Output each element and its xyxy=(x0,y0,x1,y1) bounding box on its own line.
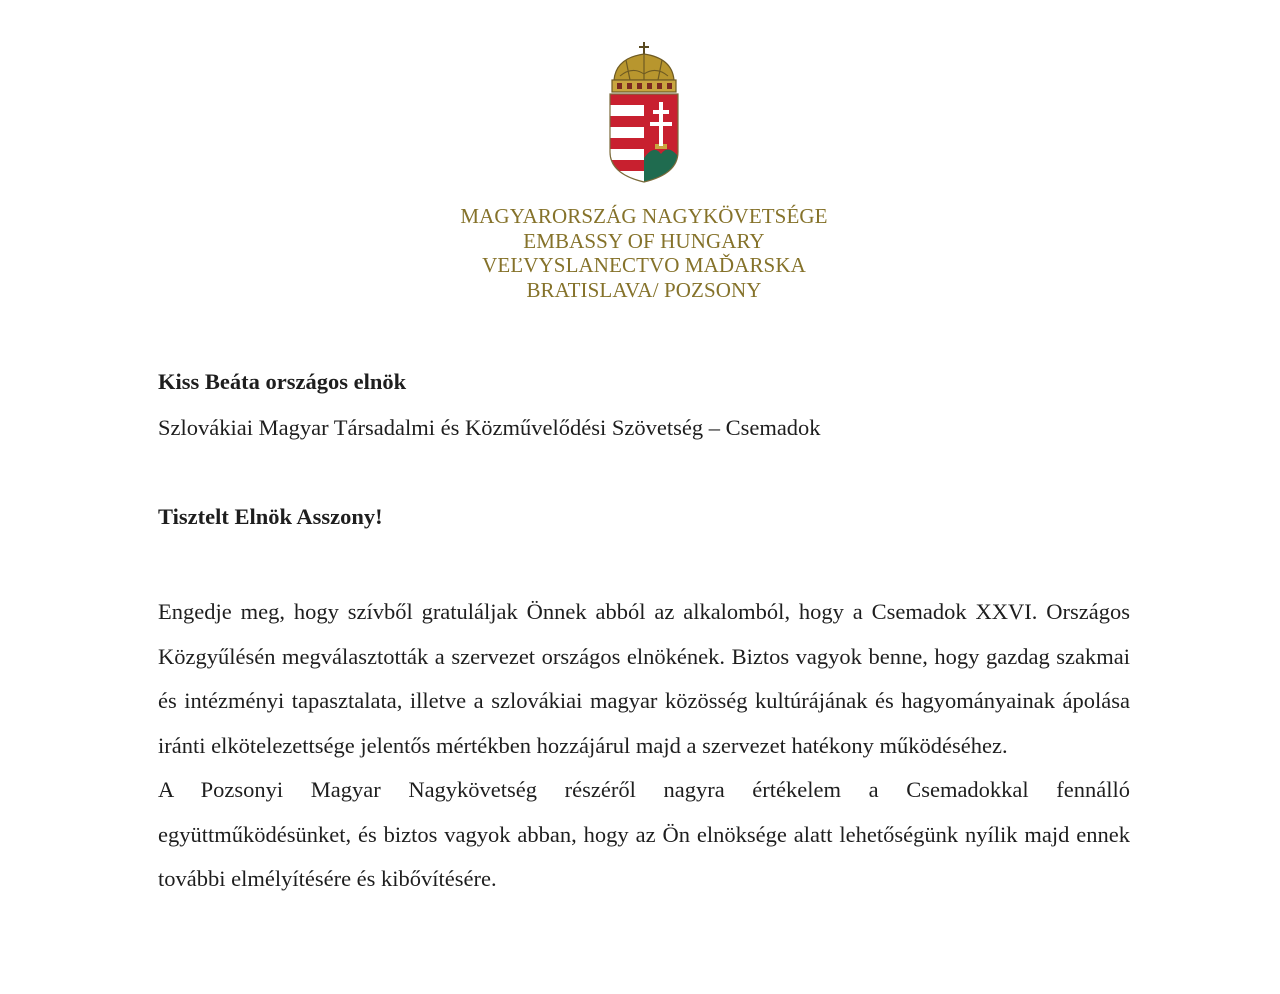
letter-body xyxy=(158,590,1130,902)
recipient-organization: Szlovákiai Magyar Társadalmi és Közművelődési Szövetség – Csemadok xyxy=(158,415,821,440)
body-paragraph-2: A Pozsonyi Magyar Nagykövetség részéről nagyra értékelem a Csemadokkal fennálló együttműködésünket, és biztos vagyok abban, hogy az Ön elnöksége alatt lehetőségünk nyílik majd ennek további elmélyítésére és kibővítésére. xyxy=(158,777,1130,891)
embassy-letterhead xyxy=(0,204,1280,302)
letterhead-line-city: BRATISLAVA/ POZSONY xyxy=(526,277,762,302)
salutation: Tisztelt Elnök Asszony! xyxy=(158,504,383,529)
hungarian-coat-of-arms-icon xyxy=(602,40,686,186)
letterhead-line-slovak: VEĽVYSLANECTVO MAĎARSKA xyxy=(482,253,806,278)
recipient-name: Kiss Beáta országos elnök xyxy=(158,369,407,394)
body-paragraph-1: Engedje meg, hogy szívből gratuláljak Önnek abból az alkalomból, hogy a Csemadok XXVI. Országos Közgyűlésén megválasztották a szervezet országos elnökének. Biztos vagyok benne, hogy gazdag szakmai és intézményi tapasztalata, illetve a szlovákiai magyar közösség kultúrájának és hagyományainak ápolása iránti elkötelezettsége jelentős mértékben hozzájárul majd a szervezet hatékony működéséhez. xyxy=(158,599,1130,758)
letterhead-line-english: EMBASSY OF HUNGARY xyxy=(523,228,765,253)
letterhead-line-hungarian: MAGYARORSZÁG NAGYKÖVETSÉGE xyxy=(460,204,828,228)
